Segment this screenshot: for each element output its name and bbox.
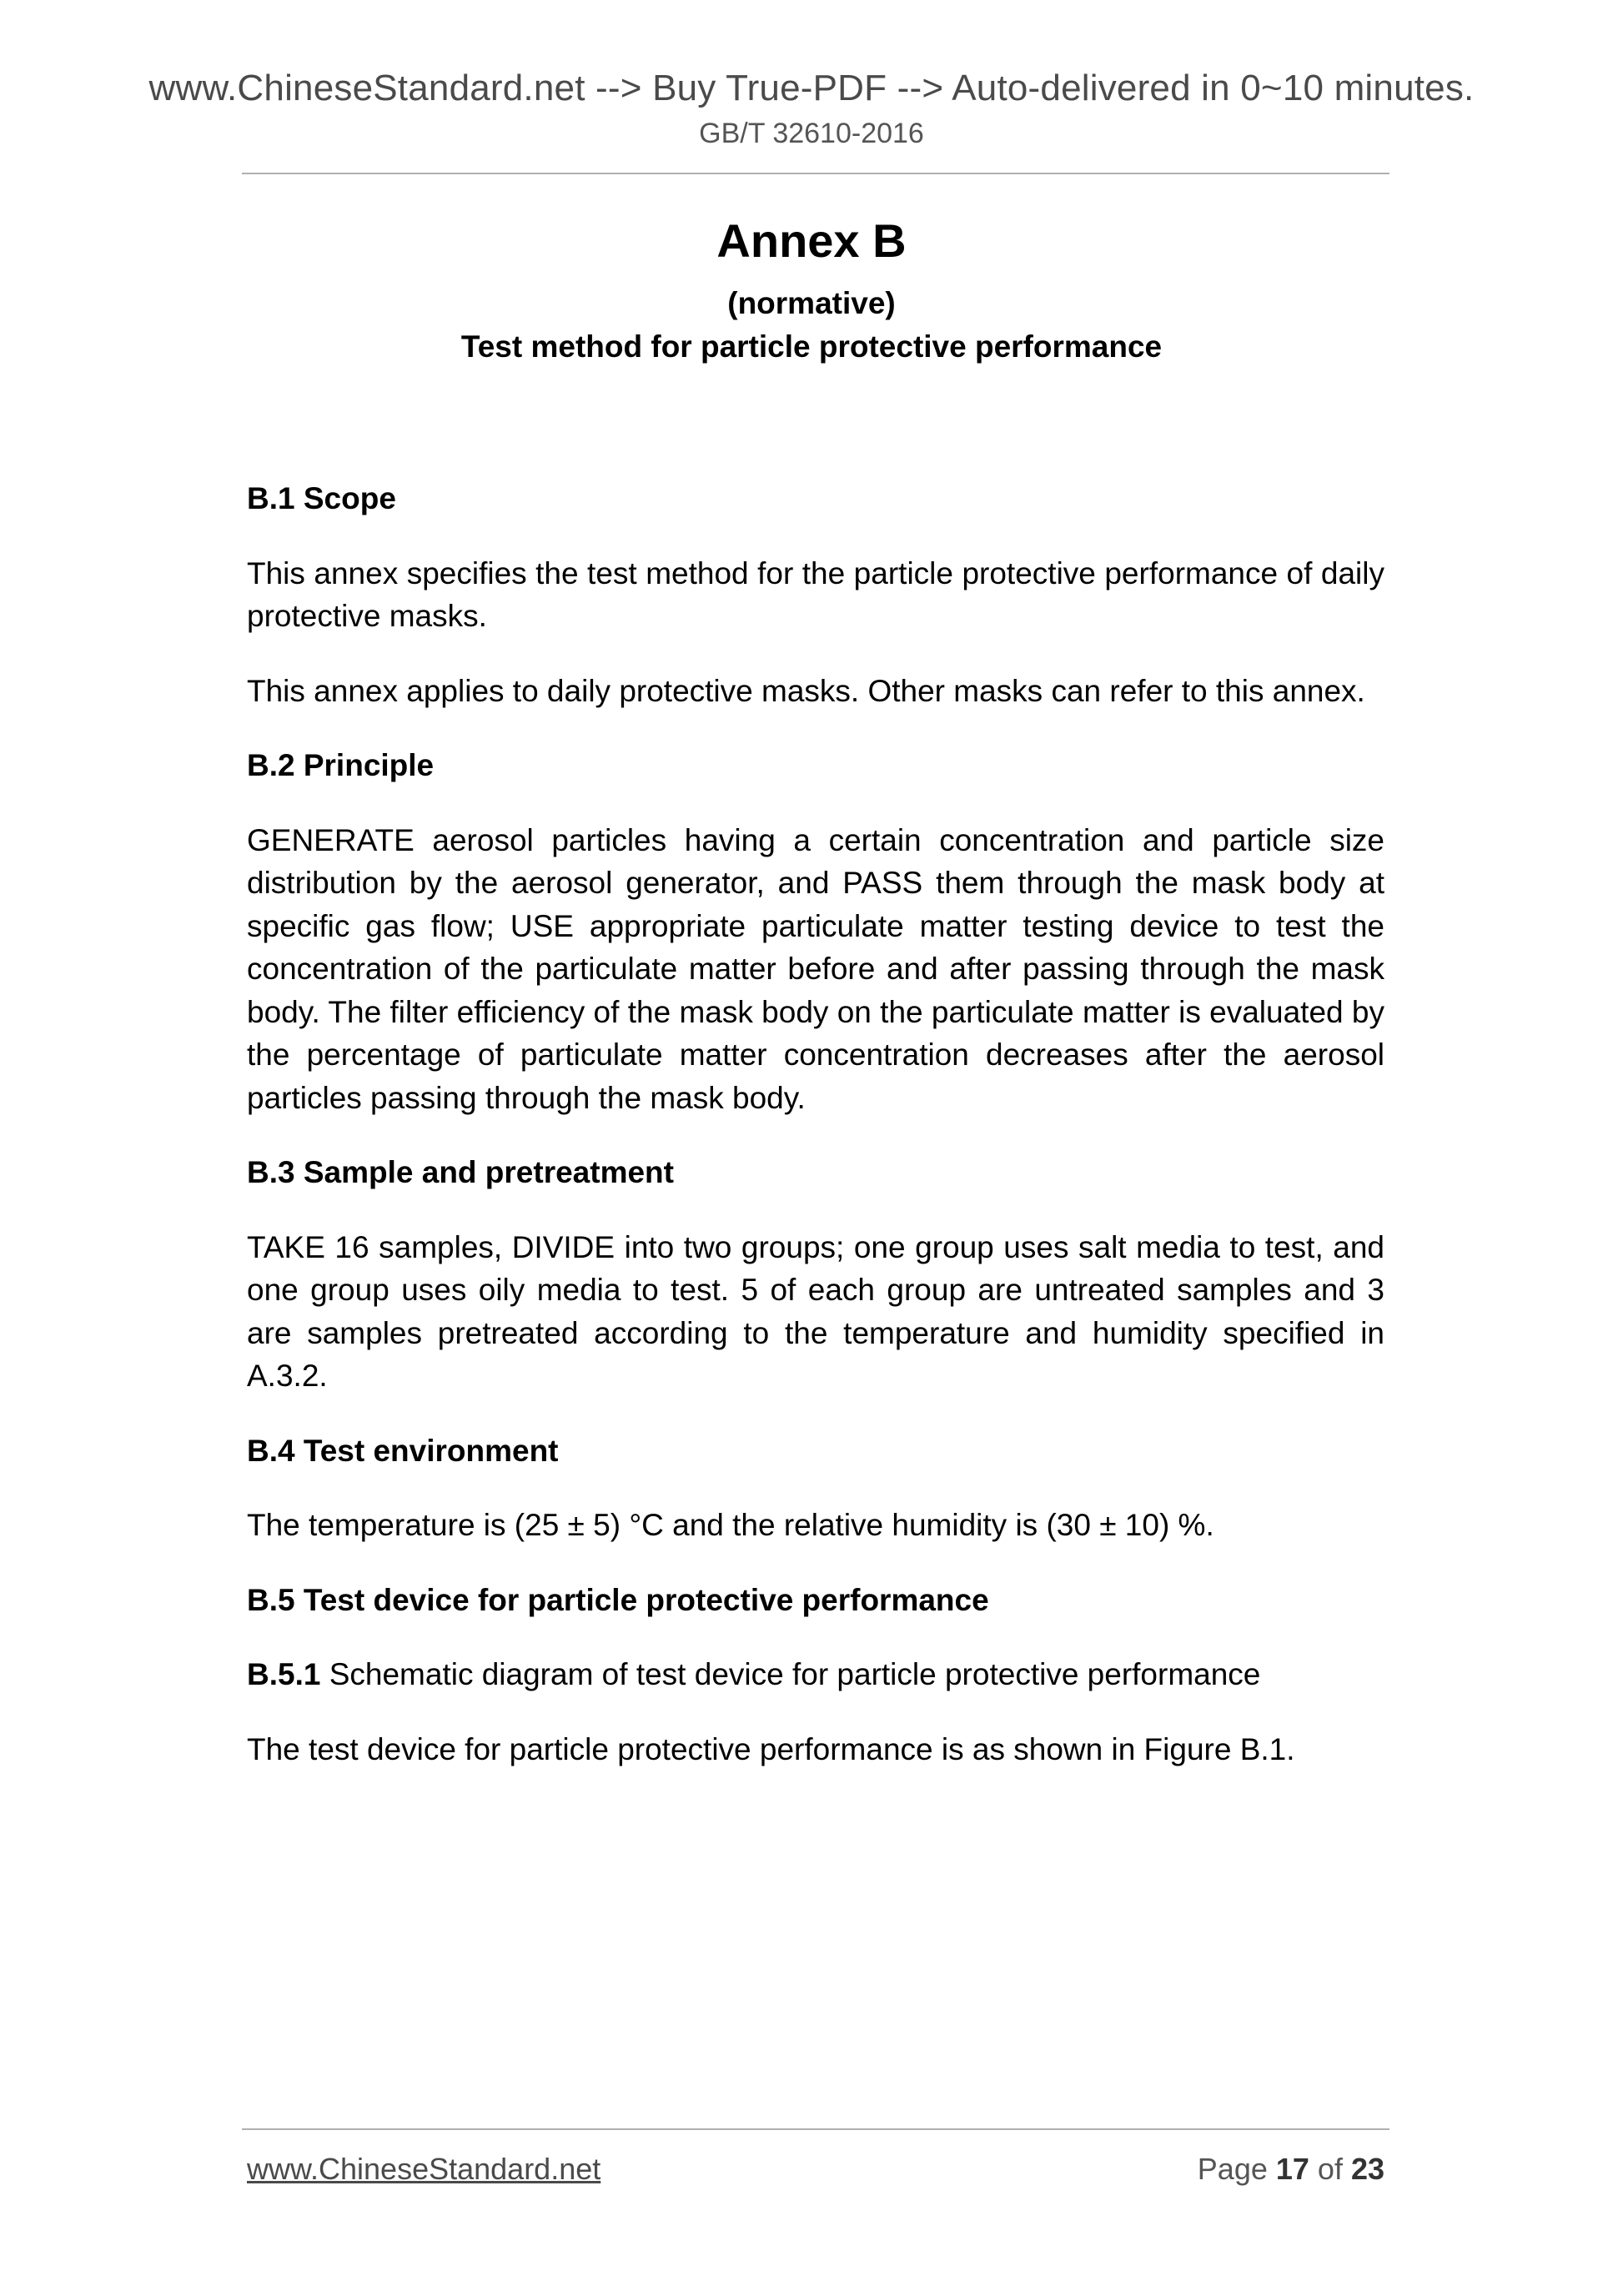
paragraph-b51 — [247, 1653, 1384, 1696]
standard-code: GB/T 32610-2016 — [699, 118, 924, 149]
page-number — [1198, 2150, 1384, 2188]
footer-site-link[interactable]: www.ChineseStandard.net — [247, 2152, 601, 2186]
site-banner: www.ChineseStandard.net --> Buy True-PDF --> Auto-delivered in 0~10 minutes. — [148, 68, 1475, 108]
document-body — [247, 477, 1384, 1802]
page-current: 17 — [1275, 2152, 1309, 2186]
page-of: of — [1309, 2152, 1351, 2186]
section-heading-b4: B.4 Test environment — [247, 1433, 559, 1468]
paragraph-b5-figure-ref: The test device for particle protective performance is as shown in Figure B.1. — [247, 1731, 1295, 1766]
section-heading-b2: B.2 Principle — [247, 748, 435, 782]
paragraph-b2-principle: GENERATE aerosol particles having a certain concentration and particle size distribution by the aerosol generator, and PASS them through the mask body at specific gas flow; USE appropriate particulate matter testing device to test the concentration of the particulate matter before and after passing through the mask body. The filter efficiency of the mask body on the particulate matter is evaluated by the percentage of particulate matter concentration decreases after the aerosol particles passing through the mask body. — [247, 822, 1384, 1115]
header-divider — [242, 173, 1389, 174]
paragraph-b1-scope: This annex specifies the test method for the particle protective performance of daily protective masks. — [247, 555, 1384, 633]
paragraph-b4-environment: The temperature is (25 ± 5) °C and the relative humidity is (30 ± 10) %. — [247, 1508, 1214, 1542]
section-heading-b5: B.5 Test device for particle protective performance — [247, 1582, 989, 1617]
paragraph-b1-applicability: This annex applies to daily protective masks. Other masks can refer to this annex. — [247, 673, 1365, 708]
annex-title: Annex B — [716, 214, 907, 267]
annex-heading: Test method for particle protective performance — [460, 329, 1163, 364]
page-label: Page — [1197, 2152, 1276, 2186]
annex-type: (normative) — [727, 286, 896, 320]
clause-number-b51: B.5.1 — [247, 1657, 321, 1691]
footer-divider — [242, 2128, 1389, 2130]
paragraph-b3-samples: TAKE 16 samples, DIVIDE into two groups; one group uses salt media to test, and one group uses oily media to test. 5 of each group are untreated samples and 3 are samples pretreated according to the temperature and humidity specified in A.3.2. — [247, 1229, 1384, 1393]
clause-text-b51: Schematic diagram of test device for particle protective performance — [320, 1657, 1261, 1691]
page-total: 23 — [1350, 2152, 1384, 2186]
section-heading-b1: B.1 Scope — [247, 481, 396, 515]
section-heading-b3: B.3 Sample and pretreatment — [247, 1155, 674, 1189]
